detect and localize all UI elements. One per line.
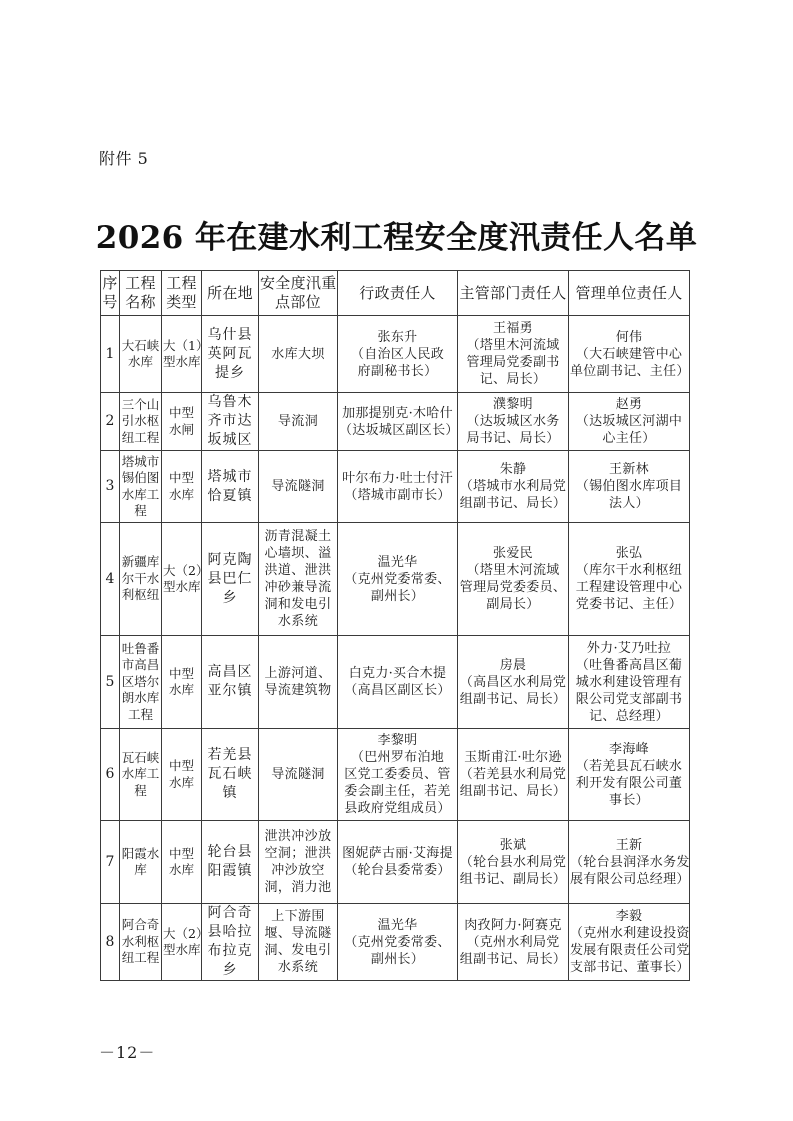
cell-location: 轮台县 阳霞镇 [202,821,259,904]
cell-serial-number: 1 [101,316,120,393]
cell-location: 乌鲁木 齐市达 坂城区 [202,393,259,451]
table-row [101,636,690,729]
cell-department-responsible: 肉孜阿力·阿赛克 （克州水利局党 组副书记、局长） [458,904,569,981]
cell-location: 阿克陶 县巴仁 乡 [202,523,259,636]
header-key-flood-safety-part: 安全度汛重 点部位 [259,271,338,316]
attachment-label: 附件 5 [99,149,149,168]
cell-administrative-responsible: 张东升 （自治区人民政 府副秘书长） [338,316,458,393]
cell-serial-number: 4 [101,523,120,636]
cell-project-name: 吐鲁番 市高昌 区塔尔 朗水库 工程 [120,636,162,729]
header-location: 所在地 [202,271,259,316]
cell-department-responsible: 张爱民 （塔里木河流域 管理局党委委员、 副局长） [458,523,569,636]
table-body [101,316,690,981]
cell-department-responsible: 房晨 （高昌区水利局党 组副书记、局长） [458,636,569,729]
cell-department-responsible: 玉斯甫江·吐尔逊 （若羌县水利局党 组副书记、局长） [458,729,569,821]
cell-location: 阿合奇 县哈拉 布拉克 乡 [202,904,259,981]
header-department-responsible: 主管部门责任人 [458,271,569,316]
cell-serial-number: 3 [101,451,120,523]
header-administrative-responsible: 行政责任人 [338,271,458,316]
cell-management-unit-responsible: 王新 （轮台县润泽水务发 展有限公司总经理） [569,821,690,904]
cell-project-type: 大（2） 型水库 [162,523,202,636]
cell-location: 高昌区 亚尔镇 [202,636,259,729]
cell-administrative-responsible: 白克力·买合木提 （高昌区副区长） [338,636,458,729]
cell-administrative-responsible: 加那提别克·木哈什 （达坂城区副区长） [338,393,458,451]
cell-department-responsible: 濮黎明 （达坂城区水务 局书记、局长） [458,393,569,451]
cell-key-flood-safety-part: 导流洞 [259,393,338,451]
page-number: －12－ [99,1043,156,1062]
cell-project-type: 大（2） 型水库 [162,904,202,981]
document-title: 2026 年在建水利工程安全度汛责任人名单 [95,220,698,256]
header-project-type: 工程 类型 [162,271,202,316]
cell-management-unit-responsible: 李毅 （克州水利建设投资 发展有限责任公司党 支部书记、董事长） [569,904,690,981]
cell-serial-number: 2 [101,393,120,451]
cell-project-name: 塔城市 锡伯图 水库工 程 [120,451,162,523]
cell-location: 塔城市 恰夏镇 [202,451,259,523]
cell-location: 若羌县 瓦石峡 镇 [202,729,259,821]
cell-project-type: 中型 水闸 [162,393,202,451]
header-serial-number: 序 号 [101,271,120,316]
cell-department-responsible: 王福勇 （塔里木河流域 管理局党委副书 记、局长） [458,316,569,393]
cell-key-flood-safety-part: 水库大坝 [259,316,338,393]
table-row [101,523,690,636]
cell-key-flood-safety-part: 上下游围 堰、导流隧 洞、发电引 水系统 [259,904,338,981]
header-project-name: 工程 名称 [120,271,162,316]
cell-project-type: 大（1） 型水库 [162,316,202,393]
table-row [101,821,690,904]
cell-administrative-responsible: 图妮萨古丽·艾海提 （轮台县委常委） [338,821,458,904]
responsibility-table [100,270,690,981]
cell-administrative-responsible: 叶尔布力·吐士付汗 （塔城市副市长） [338,451,458,523]
cell-management-unit-responsible: 赵勇 （达坂城区河湖中 心主任） [569,393,690,451]
cell-serial-number: 5 [101,636,120,729]
cell-project-name: 瓦石峡 水库工 程 [120,729,162,821]
table-row [101,729,690,821]
cell-serial-number: 8 [101,904,120,981]
cell-key-flood-safety-part: 沥青混凝土 心墙坝、溢 洪道、泄洪 冲砂兼导流 洞和发电引 水系统 [259,523,338,636]
cell-key-flood-safety-part: 导流隧洞 [259,729,338,821]
table-row [101,316,690,393]
cell-project-name: 新疆库 尔干水 利枢纽 [120,523,162,636]
cell-management-unit-responsible: 何伟 （大石峡建管中心 单位副书记、主任） [569,316,690,393]
cell-management-unit-responsible: 李海峰 （若羌县瓦石峡水 利开发有限公司董 事长） [569,729,690,821]
cell-administrative-responsible: 温光华 （克州党委常委、 副州长） [338,904,458,981]
table-header-row [101,271,690,316]
cell-department-responsible: 朱静 （塔城市水利局党 组副书记、局长） [458,451,569,523]
header-management-unit-responsible: 管理单位责任人 [569,271,690,316]
cell-key-flood-safety-part: 上游河道、 导流建筑物 [259,636,338,729]
table-row [101,904,690,981]
cell-project-name: 阿合奇 水利枢 纽工程 [120,904,162,981]
cell-project-type: 中型 水库 [162,729,202,821]
cell-serial-number: 6 [101,729,120,821]
cell-department-responsible: 张斌 （轮台县水利局党 组书记、副局长） [458,821,569,904]
cell-project-name: 三个山 引水枢 纽工程 [120,393,162,451]
cell-management-unit-responsible: 外力·艾乃吐拉 （吐鲁番高昌区葡 城水利建设管理有 限公司党支部副书 记、总经理） [569,636,690,729]
cell-administrative-responsible: 李黎明 （巴州罗布泊地 区党工委委员、管 委会副主任，若羌 县政府党组成员） [338,729,458,821]
cell-management-unit-responsible: 张弘 （库尔干水利枢纽 工程建设管理中心 党委书记、主任） [569,523,690,636]
table-row [101,451,690,523]
cell-administrative-responsible: 温光华 （克州党委常委、 副州长） [338,523,458,636]
cell-project-type: 中型 水库 [162,636,202,729]
cell-project-type: 中型 水库 [162,451,202,523]
table-row [101,393,690,451]
cell-key-flood-safety-part: 导流隧洞 [259,451,338,523]
cell-key-flood-safety-part: 泄洪冲沙放 空洞；泄洪 冲沙放空 洞，消力池 [259,821,338,904]
cell-project-type: 中型 水库 [162,821,202,904]
cell-project-name: 阳霞水 库 [120,821,162,904]
cell-serial-number: 7 [101,821,120,904]
cell-project-name: 大石峡 水库 [120,316,162,393]
cell-management-unit-responsible: 王新林 （锡伯图水库项目 法人） [569,451,690,523]
cell-location: 乌什县 英阿瓦 提乡 [202,316,259,393]
